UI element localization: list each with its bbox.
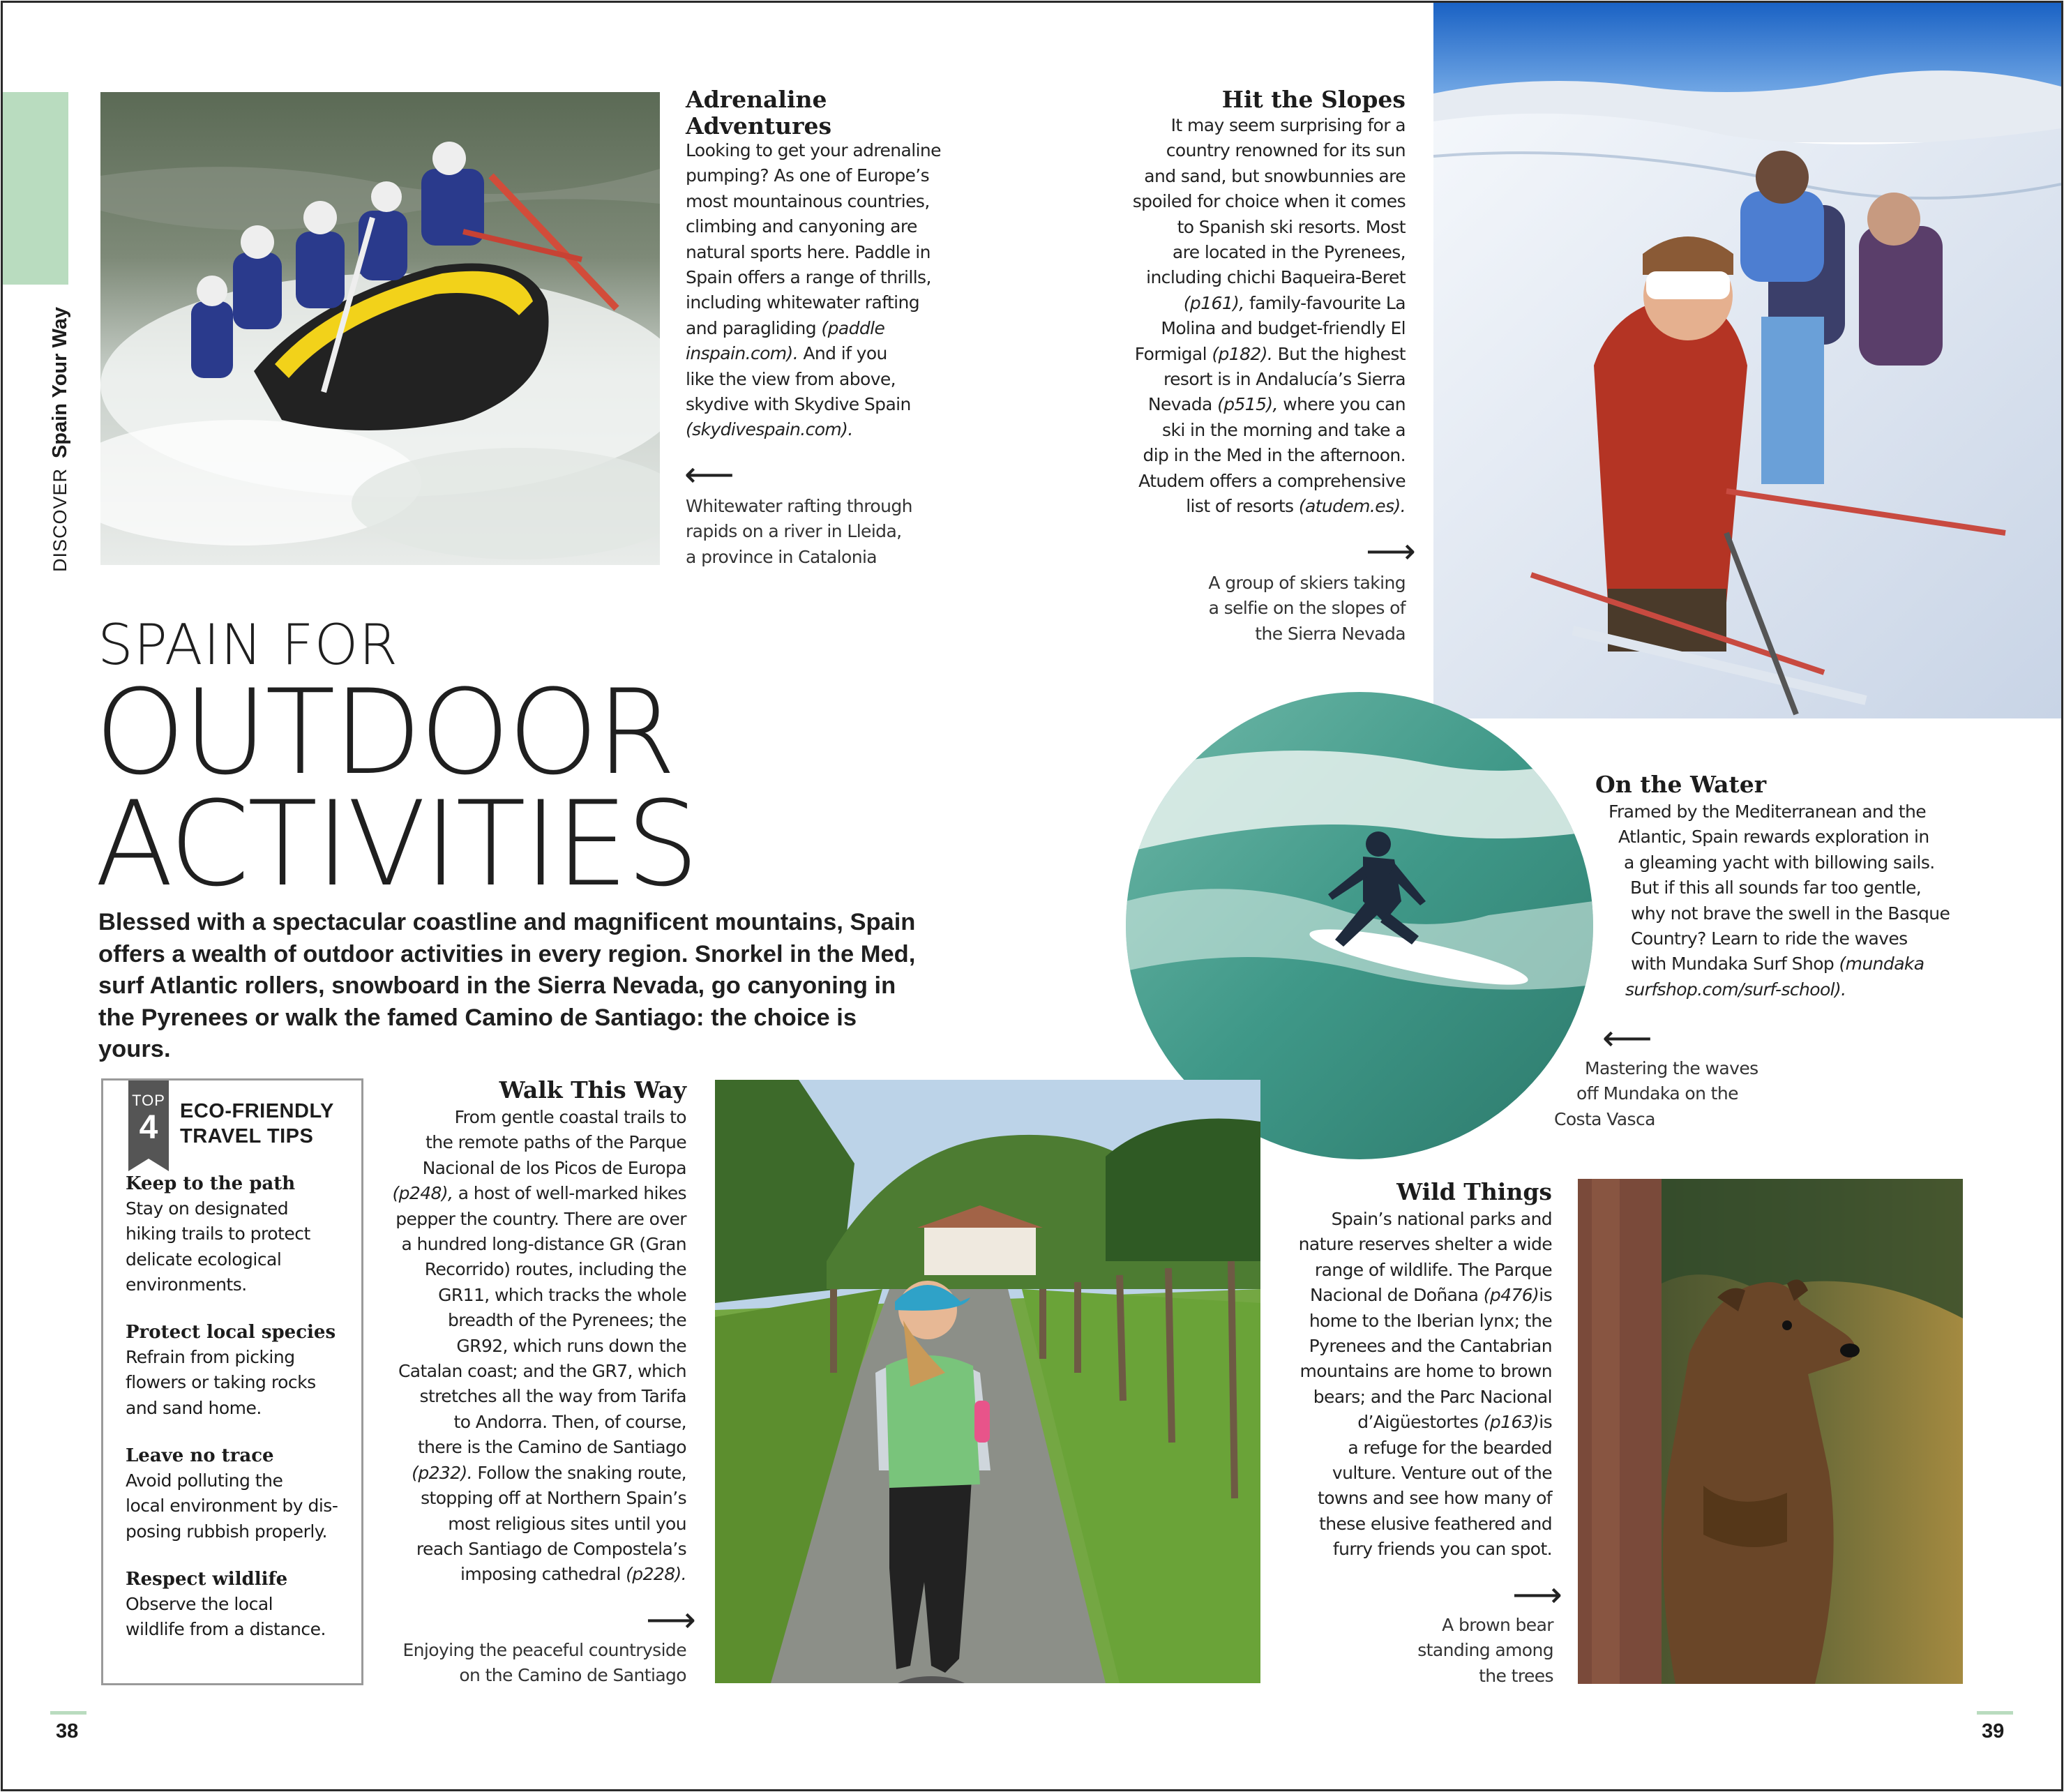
caption-line: Mastering the waves xyxy=(1585,1058,1758,1078)
text-line: a gleaming yacht with billowing sails. xyxy=(1624,852,1935,873)
text-line: the remote paths of the Parque xyxy=(425,1132,686,1153)
tip-heading: Protect local species xyxy=(126,1322,336,1343)
slopes-caption xyxy=(1127,571,1406,647)
text-line: Observe the local xyxy=(126,1594,273,1614)
text-line: hiking trails to protect xyxy=(126,1223,310,1244)
caption-line: the trees xyxy=(1479,1665,1553,1686)
text-line xyxy=(377,1562,686,1587)
text-line: GR92, which runs down the xyxy=(456,1335,686,1356)
text-line: including whitewater rafting xyxy=(686,292,920,313)
skiers-photo xyxy=(1433,3,2061,718)
text-line: environments. xyxy=(126,1274,247,1295)
text-span: list of resorts xyxy=(1186,496,1294,517)
text-line: stopping off at Northern Spain’s xyxy=(421,1488,686,1509)
section-color-tab xyxy=(3,92,68,285)
text-line: Stay on designated xyxy=(126,1198,289,1219)
text-line: posing rubbish properly. xyxy=(126,1521,327,1542)
tip-item xyxy=(126,1443,363,1544)
text-line: But if this all sounds far too gentle, xyxy=(1630,878,1922,898)
text-line: Avoid polluting the xyxy=(126,1470,283,1491)
text-line xyxy=(1099,392,1406,417)
text-line: breadth of the Pyrenees; the xyxy=(448,1310,686,1331)
text-span: (p476) xyxy=(1483,1285,1539,1306)
text-line: Atlantic, Spain rewards exploration in xyxy=(1618,827,1929,848)
text-span: and paragliding xyxy=(686,317,817,338)
water-caption xyxy=(1554,1056,1791,1132)
text-span: But the highest xyxy=(1277,343,1406,364)
top4-badge xyxy=(128,1081,169,1159)
text-line: range of wildlife. The Parque xyxy=(1314,1259,1552,1280)
water-heading: On the Water xyxy=(1595,771,1767,798)
text-span: Formigal xyxy=(1134,343,1207,364)
text-span: a host of well-marked hikes xyxy=(458,1183,686,1204)
walker-photo xyxy=(715,1080,1260,1683)
text-line: towns and see how many of xyxy=(1318,1488,1552,1509)
walk-caption xyxy=(377,1638,686,1689)
text-line: Nacional de los Picos de Europa xyxy=(422,1157,686,1178)
text-line: most mountainous countries, xyxy=(686,190,930,211)
tips-title-line: TRAVEL TIPS xyxy=(180,1125,314,1147)
text-line: Recorrido) routes, including the xyxy=(424,1259,686,1280)
text-line: a hundred long-distance GR (Gran xyxy=(401,1234,686,1255)
text-line xyxy=(1256,1410,1552,1435)
text-span: (atudem.es). xyxy=(1298,496,1406,517)
arrow-right-icon: ⟶ xyxy=(1366,531,1416,571)
text-line: stretches all the way from Tarifa xyxy=(419,1386,686,1407)
adrenaline-body xyxy=(686,138,979,443)
tips-title xyxy=(180,1099,334,1149)
text-span: Nevada xyxy=(1147,394,1212,415)
tip-body xyxy=(126,1592,363,1643)
caption-line: on the Camino de Santiago xyxy=(459,1665,686,1686)
eco-tips-box xyxy=(101,1078,363,1685)
text-line: Atudem offers a comprehensive xyxy=(1138,470,1406,491)
section-name: Spain Your Way xyxy=(48,306,71,458)
text-line: mountains are home to brown xyxy=(1300,1361,1552,1382)
text-line: Pyrenees and the Cantabrian xyxy=(1309,1336,1552,1357)
text-line xyxy=(377,1181,686,1206)
text-line xyxy=(1631,951,1967,977)
tip-heading: Leave no trace xyxy=(126,1445,274,1466)
text-line: pumping? As one of Europe’s xyxy=(686,165,930,186)
caption-line: a selfie on the slopes of xyxy=(1208,598,1406,619)
text-line: Refrain from picking xyxy=(126,1347,295,1367)
adrenaline-caption xyxy=(686,494,965,570)
text-line: ski in the morning and take a xyxy=(1162,419,1406,440)
text-span: surfshop.com/surf-school). xyxy=(1625,979,1846,1000)
text-line: climbing and canyoning are xyxy=(686,216,917,237)
adrenaline-heading: Adrenaline Adventures xyxy=(686,86,832,140)
arrow-right-icon: ⟶ xyxy=(1512,1574,1562,1615)
tip-item xyxy=(126,1567,363,1643)
text-line: GR11, which tracks the whole xyxy=(438,1284,686,1305)
text-span: (skydivespain.com). xyxy=(686,419,853,440)
text-line: including chichi Baqueira-Beret xyxy=(1146,267,1406,288)
caption-line: A group of skiers taking xyxy=(1208,573,1406,593)
text-line xyxy=(1256,1283,1552,1308)
caption-line: a province in Catalonia xyxy=(686,546,877,567)
text-line xyxy=(686,341,979,366)
text-line xyxy=(377,1461,686,1486)
text-span: And if you xyxy=(803,343,887,364)
caption-line: rapids on a river in Lleida, xyxy=(686,521,902,542)
text-span: Nacional de Doñana xyxy=(1310,1285,1479,1306)
text-line xyxy=(1625,977,1967,1002)
title-line2: OUTDOOR xyxy=(95,664,675,801)
tips-title-line: ECO-FRIENDLY xyxy=(180,1100,334,1122)
walk-heading: Walk This Way xyxy=(499,1076,686,1104)
text-line: Spain offers a range of thrills, xyxy=(686,267,931,288)
text-line: like the view from above, xyxy=(686,368,896,389)
caption-line: Whitewater rafting through xyxy=(686,496,912,516)
arrow-left-icon: ⟵ xyxy=(1602,1018,1652,1058)
tip-body xyxy=(126,1196,363,1298)
caption-line: standing among xyxy=(1417,1640,1553,1661)
tip-heading: Keep to the path xyxy=(126,1173,296,1194)
text-line xyxy=(1099,494,1406,519)
text-line: flowers or taking rocks xyxy=(126,1372,316,1393)
text-line: resort is in Andalucía’s Sierra xyxy=(1163,369,1406,390)
text-line: why not brave the swell in the Basque xyxy=(1631,903,1950,924)
wild-heading: Wild Things xyxy=(1396,1178,1552,1205)
text-line xyxy=(686,417,979,442)
slopes-body xyxy=(1099,113,1406,520)
page-number-rule xyxy=(50,1711,86,1715)
text-span: (p161), xyxy=(1183,292,1244,313)
text-span: inspain.com). xyxy=(686,343,799,364)
discover-label: DISCOVER xyxy=(49,467,70,572)
text-span: (paddle xyxy=(821,317,885,338)
water-body xyxy=(1590,799,1967,1002)
text-span: is xyxy=(1539,1412,1552,1433)
bear-photo xyxy=(1578,1179,1963,1684)
title-line3: ACTIVITIES xyxy=(95,776,698,912)
text-line: are located in the Pyrenees, xyxy=(1172,242,1406,263)
text-line: most religious sites until you xyxy=(448,1513,686,1534)
text-span: Follow the snaking route, xyxy=(477,1462,686,1483)
text-line: local environment by dis- xyxy=(126,1496,338,1516)
text-line: wildlife from a distance. xyxy=(126,1619,326,1640)
text-line: Catalan coast; and the GR7, which xyxy=(398,1361,686,1382)
text-line: these elusive feathered and xyxy=(1319,1513,1552,1534)
page-number-left: 38 xyxy=(56,1720,79,1742)
text-line: Country? Learn to ride the waves xyxy=(1631,928,1908,949)
tip-body xyxy=(126,1345,363,1421)
page-number-right: 39 xyxy=(1982,1720,2005,1742)
text-span: (p515), xyxy=(1217,394,1278,415)
badge-top-label: TOP xyxy=(132,1092,165,1109)
caption-line: Costa Vasca xyxy=(1554,1108,1655,1129)
caption-line: A brown bear xyxy=(1442,1615,1553,1635)
text-span: imposing cathedral xyxy=(460,1564,621,1585)
text-line: Molina and budget-friendly El xyxy=(1161,318,1406,339)
slopes-heading: Hit the Slopes xyxy=(1221,86,1406,113)
text-span: (p232). xyxy=(412,1462,473,1483)
text-line xyxy=(686,316,979,341)
tip-body xyxy=(126,1468,363,1544)
wild-body xyxy=(1256,1207,1552,1563)
rafting-photo xyxy=(100,92,660,565)
text-line: It may seem surprising for a xyxy=(1170,115,1406,135)
walk-body xyxy=(377,1105,686,1588)
text-line: there is the Camino de Santiago xyxy=(417,1437,686,1458)
text-line: From gentle coastal trails to xyxy=(454,1107,686,1127)
tip-item xyxy=(126,1171,363,1298)
arrow-left-icon: ⟵ xyxy=(684,454,735,495)
text-line: furry friends you can spot. xyxy=(1332,1539,1552,1560)
text-line: vulture. Venture out of the xyxy=(1332,1463,1552,1484)
text-line: country renowned for its sun xyxy=(1166,140,1406,161)
text-span: (p228). xyxy=(626,1564,686,1585)
text-line xyxy=(1099,342,1406,367)
arrow-right-icon: ⟶ xyxy=(646,1599,696,1640)
text-span: (p163) xyxy=(1483,1412,1539,1433)
text-line: nature reserves shelter a wide xyxy=(1298,1234,1552,1255)
text-line: pepper the country. There are over xyxy=(396,1208,686,1229)
badge-number: 4 xyxy=(139,1109,158,1146)
text-line: dip in the Med in the afternoon. xyxy=(1143,445,1406,466)
text-line xyxy=(1099,291,1406,316)
page-number-rule xyxy=(1977,1711,2013,1715)
section-label xyxy=(45,279,75,572)
text-line: and sand home. xyxy=(126,1397,262,1418)
title-line1: SPAIN FOR xyxy=(98,612,399,677)
text-line: natural sports here. Paddle in xyxy=(686,241,931,262)
text-line: delicate ecological xyxy=(126,1249,282,1270)
text-line: and sand, but snowbunnies are xyxy=(1144,165,1406,186)
intro-paragraph: Blessed with a spectacular coastline and magnificent mountains, Spain offers a wealth of outdoor activities in every region. Snorkel in the Med, surf Atlantic rollers, snowboard in the Sierra Nevada, go canyoning in the Pyrenees or walk the famed Camino de Santiago: the choice is yours. xyxy=(98,909,916,1062)
text-span: is xyxy=(1539,1285,1552,1306)
text-line: bears; and the Parc Nacional xyxy=(1313,1386,1552,1407)
text-span: with Mundaka Surf Shop xyxy=(1631,954,1835,974)
text-span: d’Aigüestortes xyxy=(1357,1412,1479,1433)
text-line: to Andorra. Then, of course, xyxy=(453,1411,686,1432)
wild-caption xyxy=(1325,1613,1553,1689)
caption-line: off Mundaka on the xyxy=(1576,1083,1738,1104)
text-span: (p182). xyxy=(1212,343,1273,364)
tip-heading: Respect wildlife xyxy=(126,1569,288,1590)
caption-line: Enjoying the peaceful countryside xyxy=(402,1640,686,1660)
text-span: family-favourite La xyxy=(1249,292,1406,313)
text-line: Looking to get your adrenaline xyxy=(686,140,941,160)
text-line: Spain’s national parks and xyxy=(1331,1209,1552,1229)
caption-line: the Sierra Nevada xyxy=(1255,623,1406,644)
text-line: reach Santiago de Compostela’s xyxy=(416,1538,686,1559)
text-span: (mundaka xyxy=(1839,954,1924,974)
text-line: home to the Iberian lynx; the xyxy=(1309,1310,1552,1331)
text-line: Framed by the Mediterranean and the xyxy=(1609,801,1927,822)
text-line: skydive with Skydive Spain xyxy=(686,394,911,415)
text-span: where you can xyxy=(1283,394,1406,415)
text-line: a refuge for the bearded xyxy=(1348,1437,1552,1458)
text-line: spoiled for choice when it comes xyxy=(1132,191,1406,212)
text-span: (p248), xyxy=(392,1183,453,1204)
text-line: to Spanish ski resorts. Most xyxy=(1177,216,1406,237)
tip-item xyxy=(126,1320,363,1421)
